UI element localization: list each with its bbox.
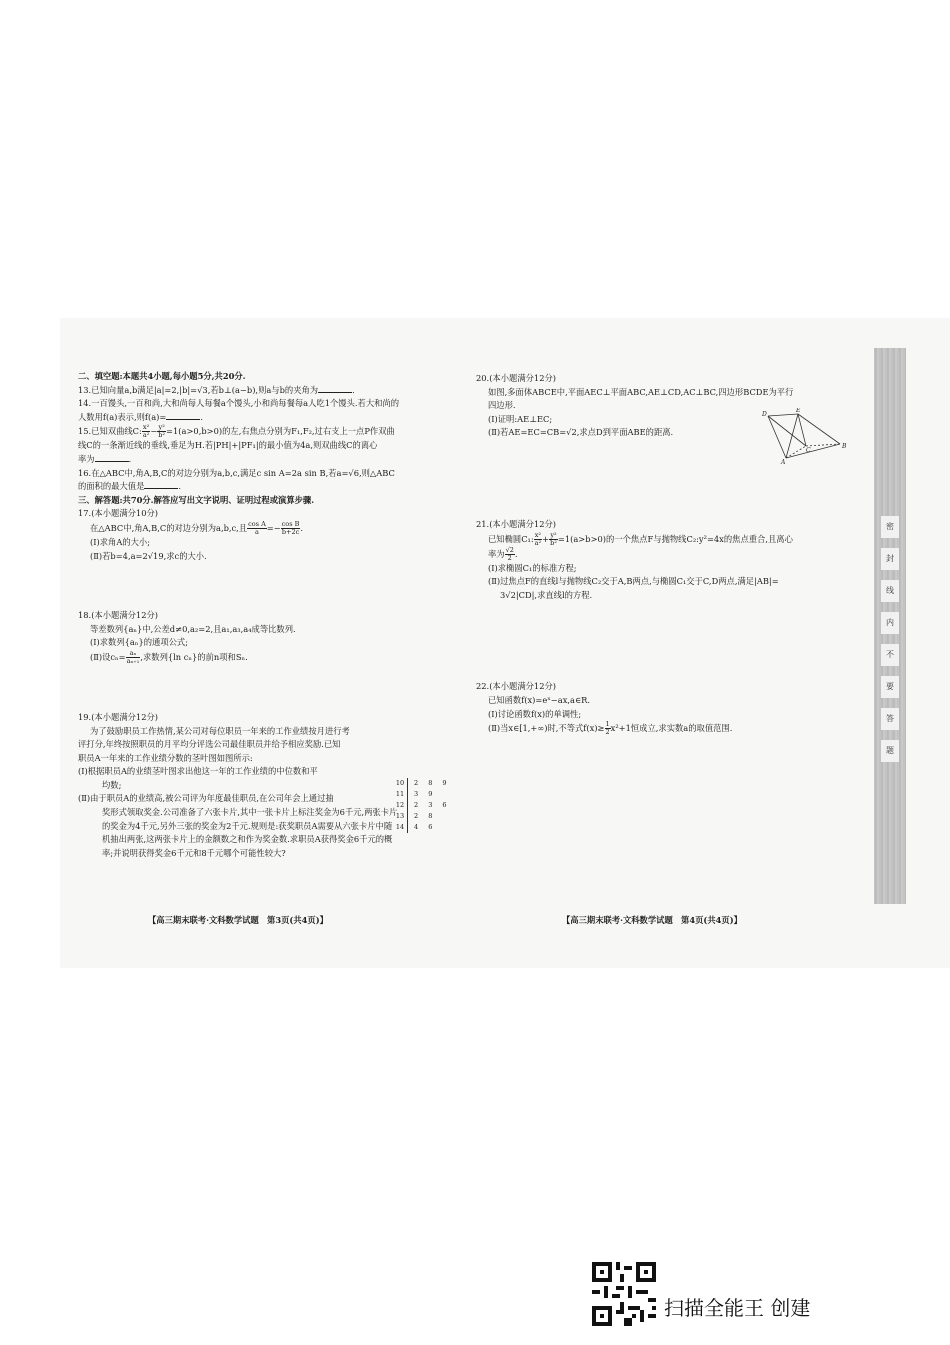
question-22-title: 22.(本小题满分12分)	[476, 681, 557, 692]
question-14-line1: 14.一百馒头,一百和尚,大和尚每人每餐a个馒头,小和尚每餐每a人吃1个馒头.若大和尚的	[78, 398, 400, 409]
question-15-line2: 线C的一条渐近线的垂线,垂足为H.若|PH|+|PF₁|的最小值为4a,则双曲线C的离心	[78, 440, 378, 451]
seal-char: 答	[881, 708, 899, 730]
stem-row: 12 2 3 6	[393, 800, 451, 811]
page-3-footer: 【高三期末联考·文科数学试题 第3页(共4页)】	[148, 915, 328, 925]
question-20-part2: (Ⅱ)若AE=EC=CB=√2,求点D到平面ABE的距离.	[488, 427, 674, 438]
sealing-line-notice	[881, 516, 899, 772]
question-19-part2b: 奖形式领取奖金.公司准备了六张卡片,其中一张卡片上标注奖金为6千元,两张卡片	[102, 807, 398, 818]
question-22-line1: 已知函数f(x)=eˣ−ax,a∈R.	[488, 694, 590, 705]
question-19-title: 19.(本小题满分12分)	[78, 711, 159, 722]
question-13: 13.已知向量a,b满足|a|=2,|b|=√3,若b⊥(a−b),则a与b的夹角为 .	[78, 384, 355, 395]
seal-char: 不	[881, 644, 899, 666]
question-18-body: 等差数列{aₙ}中,公差d≠0,a₂=2,且a₁,a₃,a₄成等比数列.	[90, 623, 296, 634]
label-c: C	[806, 447, 811, 454]
question-18-part1: (Ⅰ)求数列{aₙ}的通项公式;	[90, 637, 189, 648]
question-21-part1: (Ⅰ)求椭圆C₁的标准方程;	[488, 562, 577, 573]
page-4-footer: 【高三期末联考·文科数学试题 第4页(共4页)】	[562, 915, 742, 925]
question-16-line1: 16.在△ABC中,角A,B,C的对边分别为a,b,c,满足c sin A=2a sin B,若a=√6,则△ABC	[78, 467, 395, 478]
question-17-part1: (Ⅰ)求角A的大小;	[90, 536, 151, 547]
question-20-line1: 如图,多面体ABCE中,平面AEC⊥平面ABC,AE⊥CD,AC⊥BC,四边形BCDE为平行	[488, 386, 794, 397]
question-19-part2e: 率;并说明获得奖金6千元和8千元哪个可能性较大?	[102, 847, 286, 858]
question-19-line2: 评打分,年终按照职员的月平均分评选公司最佳职员并给予相应奖励.已知	[78, 739, 341, 750]
question-22-part2: (Ⅱ)当x∈[1,+∞)时,不等式f(x)≥ $\frac{1}{2}$ x²+1恒成立,求实数a的取值范围.	[488, 720, 733, 737]
label-d: D	[762, 411, 767, 418]
question-20-title: 20.(本小题满分12分)	[476, 373, 557, 383]
question-18-title: 18.(本小题满分12分)	[78, 610, 159, 621]
question-20-part1: (Ⅰ)证明:AE⊥EC;	[488, 413, 553, 424]
question-14-line2: 人数用f(a)表示,则f(a)= .	[78, 411, 203, 422]
stem-leaf-plot	[393, 778, 451, 833]
question-16-line2: 的面积的最大值是 .	[78, 481, 182, 492]
seal-char: 线	[881, 580, 899, 602]
qr-code-icon	[592, 1262, 656, 1326]
question-21-part2a: (Ⅱ)过焦点F的直线l与抛物线C₂交于A,B两点,与椭圆C₁交于C,D两点,满足|AB|=	[488, 576, 779, 587]
question-21-part2b: 3√2|CD|,求直线l的方程.	[500, 589, 593, 600]
section-2-header: 二、填空题:本题共4小题,每小题5分,共20分.	[78, 371, 246, 381]
stem-row: 11 3 9	[393, 789, 451, 800]
seal-char: 封	[881, 548, 899, 570]
seal-char: 题	[881, 740, 899, 762]
scanner-watermark-text: 扫描全能王 创建	[664, 1296, 811, 1320]
question-19-part1b: 均数;	[102, 779, 122, 790]
question-15-line3: 率为 .	[78, 453, 132, 464]
question-19-part2d: 机抽出两张,这两张卡片上的金额数之和作为奖金数.求职员A获得奖金6千元的概	[102, 834, 393, 845]
question-19-part2c: 的奖金为4千元,另外三张的奖金为2千元.规则是:获奖职员A需要从六张卡片中随	[102, 820, 393, 831]
question-19-part1a: (Ⅰ)根据职员A的业绩茎叶图求出他这一年的工作业绩的中位数和平	[78, 766, 318, 777]
question-17-body: 在△ABC中,角A,B,C的对边分别为a,b,c,且 $\frac{\text{cos A}}{a}$ =− $\frac{\text{cos B}}{b+2c}$ .	[90, 519, 304, 536]
question-19-line1: 为了鼓励职员工作热情,某公司对每位职员一年来的工作业绩按月进行考	[90, 725, 350, 736]
seal-char: 要	[881, 676, 899, 698]
question-17-title: 17.(本小题满分10分)	[78, 508, 159, 519]
label-b: B	[842, 443, 847, 450]
question-21-line2: 率为 $\frac{√2}{2}$ .	[488, 545, 518, 562]
seal-char: 密	[881, 516, 899, 538]
question-22-part1: (Ⅰ)讨论函数f(x)的单调性;	[488, 708, 582, 719]
seal-char: 内	[881, 612, 899, 634]
question-20-line2: 四边形.	[488, 400, 516, 411]
label-a: A	[781, 459, 786, 466]
question-19-line3: 职员A一年来的工作业绩分数的茎叶图如图所示:	[78, 752, 253, 763]
question-21-title: 21.(本小题满分12分)	[476, 518, 557, 529]
question-17-part2: (Ⅱ)若b=4,a=2√19,求c的大小.	[90, 550, 207, 561]
question-19-part2a: (Ⅱ)由于职员A的业绩高,被公司评为年度最佳职员,在公司年会上通过抽	[78, 793, 334, 804]
polyhedron-diagram	[760, 408, 850, 466]
question-15-line1: 15.已知双曲线C: $\frac{\text{x²}}{\text{a²}}$ − $\frac{\text{y²}}{\text{b²}}$ =1(a>0,b>0)的左,右焦点分别为F₁,F₂,过右支上一点P作双曲	[78, 423, 395, 440]
stem-row: 14 4 6	[393, 822, 451, 833]
section-3-header: 三、解答题:共70分.解答应写出文字说明、证明过程或演算步骤.	[78, 494, 315, 505]
stem-row: 13 2 8	[393, 811, 451, 822]
stem-row: 10 2 8 9	[393, 778, 451, 789]
label-e: E	[796, 408, 801, 414]
question-21-line1: 已知椭圆C₁: $\frac{\text{x²}}{\text{a²}}$ + $\frac{\text{y²}}{\text{b²}}$ =1(a>b>0)的一个焦点F与抛物线C₂:y²=4x的焦点重合,且离心	[488, 530, 793, 547]
question-18-part2: (Ⅱ)设cₙ= $\frac{\text{aₙ}}{\text{aₙ₊₁}}$ ,求数列{ln cₙ}的前n项和Sₙ.	[90, 648, 248, 665]
